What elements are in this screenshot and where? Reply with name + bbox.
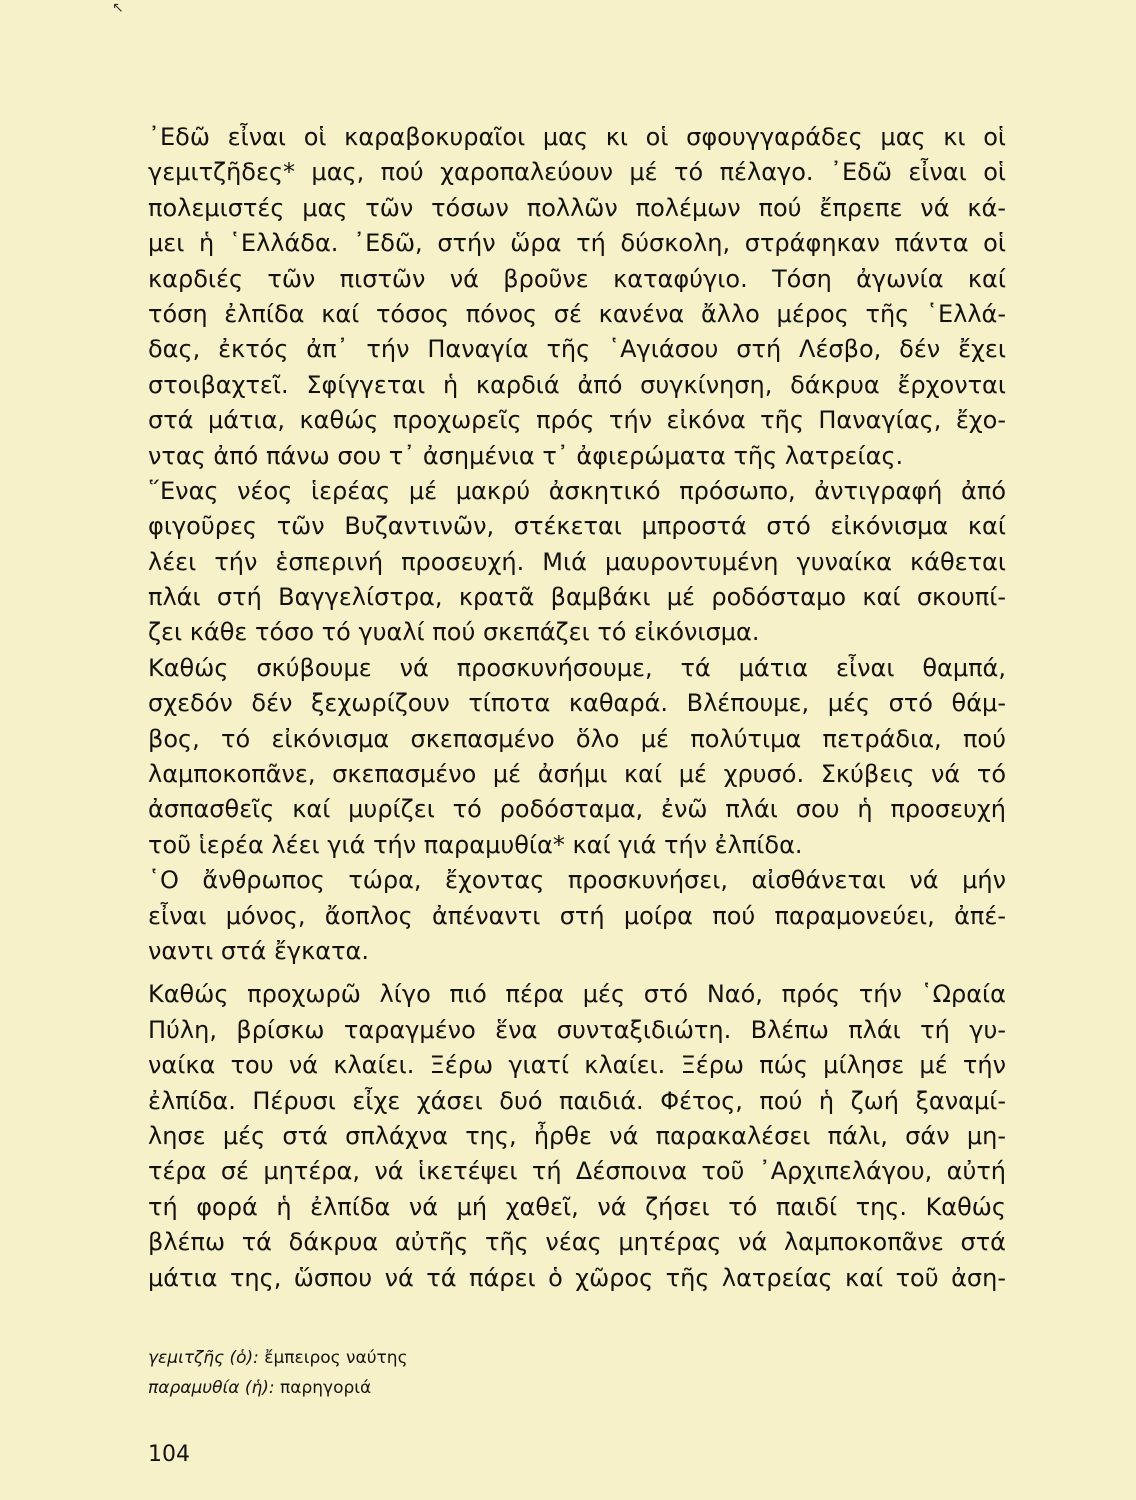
text-line: μει ἡ ῾Ελλάδα. ᾿Εδῶ, στήν ὥρα τή δύσκολη, στράφηκαν πάντα οἱ bbox=[148, 229, 1006, 258]
text-line: Πύλη, βρίσκω ταραγμένο ἕνα συνταξιδιώτη. Βλέπω πλάι τή γυ- bbox=[148, 1015, 1006, 1044]
text-line: ντας ἀπό πάνω σου τ᾿ ἀσημένια τ᾿ ἀφιερώματα τῆς λατρείας. bbox=[148, 441, 904, 470]
footnotes bbox=[148, 1343, 848, 1403]
text-line: στοιβαχτεῖ. Σφίγγεται ἡ καρδιά ἀπό συγκίνηση, δάκρυα ἔρχονται bbox=[148, 370, 1006, 399]
text-line: ζει κάθε τόσο τό γυαλί πού σκεπάζει τό εἰκόνισμα. bbox=[148, 618, 760, 647]
text-line: Καθώς προχωρῶ λίγο πιό πέρα μές στό Ναό, πρός τήν ῾Ωραία bbox=[148, 980, 1006, 1009]
text-line: ἐλπίδα. Πέρυσι εἶχε χάσει δυό παιδιά. Φέτος, πού ἡ ζωή ξαναμί- bbox=[148, 1086, 1006, 1115]
text-line: σχεδόν δέν ξεχωρίζουν τίποτα καθαρά. Βλέπουμε, μές στό θάμ- bbox=[148, 689, 1006, 718]
text-line: λαμποκοπᾶνε, σκεπασμένο μέ ἀσήμι καί μέ χρυσό. Σκύβεις νά τό bbox=[148, 760, 1006, 789]
text-line: φιγοῦρες τῶν Βυζαντινῶν, στέκεται μπροστά στό εἰκόνισμα καί bbox=[148, 512, 1006, 541]
text-line: τέρα σέ μητέρα, νά ἱκετέψει τή Δέσποινα τοῦ ᾿Αρχιπελάγου, αὐτή bbox=[148, 1157, 1006, 1186]
footnote-term: παραμυθία (ἡ): bbox=[148, 1378, 275, 1398]
text-line: τόση ἐλπίδα καί τόσος πόνος σέ κανένα ἄλλο μέρος τῆς ῾Ελλά- bbox=[148, 299, 1006, 328]
scan-mark-icon: ↖ bbox=[112, 0, 124, 16]
footnote bbox=[148, 1373, 848, 1403]
text-line: πλάι στή Βαγγελίστρα, κρατᾶ βαμβάκι μέ ροδόσταμο καί σκουπί- bbox=[148, 583, 1006, 612]
page-number: 104 bbox=[148, 1442, 190, 1467]
text-line: πολεμιστές μας τῶν τόσων πολλῶν πολέμων πού ἔπρεπε νά κά- bbox=[148, 193, 1006, 222]
text-line: ναίκα του νά κλαίει. Ξέρω γιατί κλαίει. Ξέρω πώς μίλησε μέ τήν bbox=[148, 1051, 1006, 1080]
text-line: εἶναι μόνος, ἄοπλος ἀπέναντι στή μοίρα πού παραμονεύει, ἀπέ- bbox=[148, 901, 1006, 930]
text-line: γεμιτζῆδες* μας, πού χαροπαλεύουν μέ τό πέλαγο. ᾿Εδῶ εἶναι οἱ bbox=[148, 158, 1006, 187]
text-line: ναντι στά ἔγκατα. bbox=[148, 936, 369, 965]
text-line: Καθώς σκύβουμε νά προσκυνήσουμε, τά μάτια εἶναι θαμπά, bbox=[148, 653, 1006, 682]
text-line: λησε μές στά σπλάχνα της, ἦρθε νά παρακαλέσει πάλι, σάν μη- bbox=[148, 1121, 1006, 1150]
text-line: βλέπω τά δάκρυα αὐτῆς τῆς νέας μητέρας νά λαμποκοπᾶνε στά bbox=[148, 1228, 1006, 1257]
footnote-definition: ἔμπειρος ναύτης bbox=[264, 1348, 408, 1368]
footnote-definition: παρηγοριά bbox=[280, 1378, 372, 1398]
text-line: ἀσπασθεῖς καί μυρίζει τό ροδόσταμα, ἐνῶ πλάι σου ἡ προσευχή bbox=[148, 795, 1006, 824]
text-line: τή φορά ἡ ἐλπίδα νά μή χαθεῖ, νά ζήσει τό παιδί της. Καθώς bbox=[148, 1192, 1006, 1221]
text-line: ῾Ο ἄνθρωπος τώρα, ἔχοντας προσκυνήσει, αἰσθάνεται νά μήν bbox=[148, 866, 1006, 895]
text-line: καρδιές τῶν πιστῶν νά βροῦνε καταφύγιο. Τόση ἀγωνία καί bbox=[148, 264, 1006, 293]
text-line: ᾿Εδῶ εἶναι οἱ καραβοκυραῖοι μας κι οἱ σφουγγαράδες μας κι οἱ bbox=[148, 123, 1006, 151]
footnote-term: γεμιτζῆς (ὁ): bbox=[148, 1348, 259, 1368]
text-line: μάτια της, ὥσπου νά τά πάρει ὁ χῶρος τῆς λατρείας καί τοῦ ἀση- bbox=[148, 1263, 1006, 1292]
text-line: τοῦ ἱερέα λέει γιά τήν παραμυθία* καί γιά τήν ἐλπίδα. bbox=[148, 830, 803, 859]
footnote bbox=[148, 1343, 848, 1373]
text-line: βος, τό εἰκόνισμα σκεπασμένο ὅλο μέ πολύτιμα πετράδια, πού bbox=[148, 724, 1006, 753]
text-line: δας, ἐκτός ἀπ᾿ τήν Παναγία τῆς ῾Αγιάσου στή Λέσβο, δέν ἔχει bbox=[148, 335, 1006, 364]
text-line: λέει τήν ἑσπερινή προσευχή. Μιά μαυροντυμένη γυναίκα κάθεται bbox=[148, 547, 1006, 576]
text-line: ῞Ενας νέος ἱερέας μέ μακρύ ἀσκητικό πρόσωπο, ἀντιγραφή ἀπό bbox=[148, 476, 1006, 505]
text-line: στά μάτια, καθώς προχωρεῖς πρός τήν εἰκόνα τῆς Παναγίας, ἔχο- bbox=[148, 406, 1006, 435]
body-text bbox=[148, 120, 1006, 1296]
